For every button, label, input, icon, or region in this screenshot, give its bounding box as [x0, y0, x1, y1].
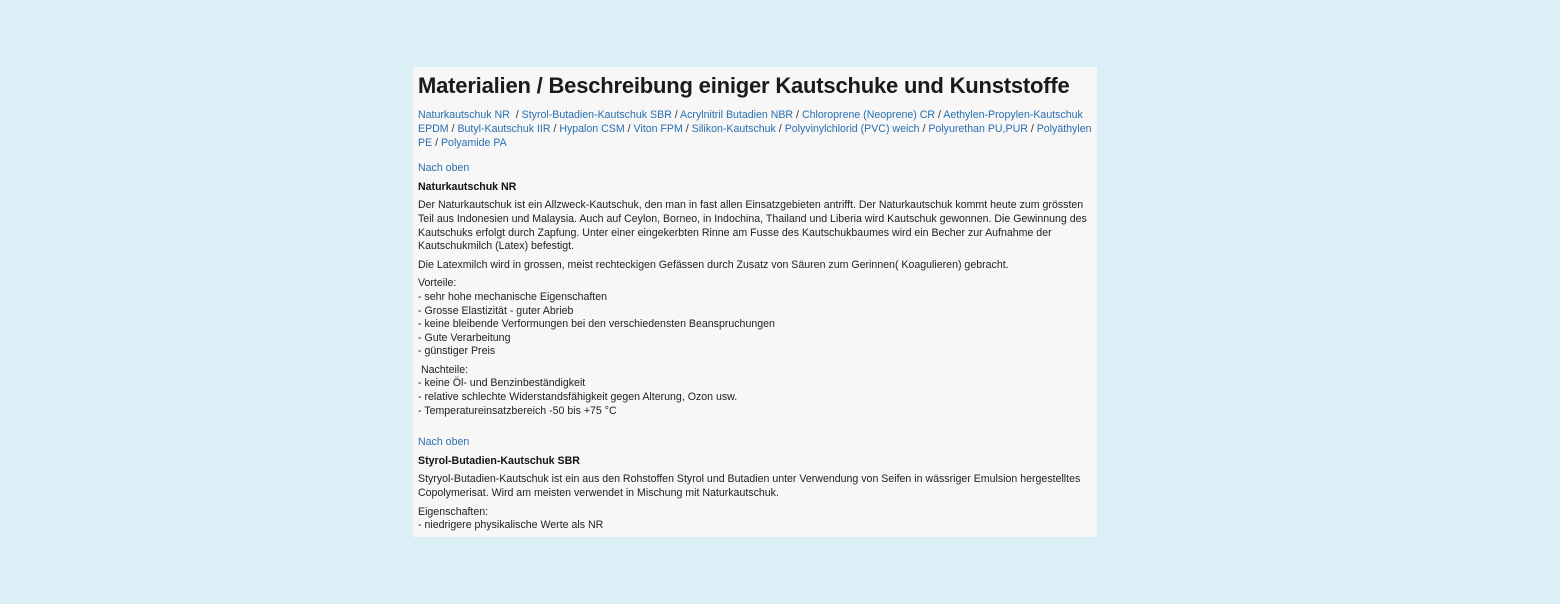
table-of-contents: Naturkautschuk NR / Styrol-Butadien-Kautschuk SBR / Acrylnitril Butadien NBR / Chloroprene (Neoprene) CR / Aethylen-Propylen-Kautschuk EPDM / Butyl-Kautschuk IIR / Hypalon CSM / Viton FPM / Silikon-Kautschuk / Polyvinylchlorid (PVC) weich / Polyurethan PU,PUR / Polyäthylen PE / Polyamide PA — [418, 109, 1092, 149]
toc-link-csm[interactable]: Hypalon CSM — [559, 122, 625, 135]
back-to-top-link[interactable]: Nach oben — [418, 436, 470, 449]
toc-link-epdm[interactable]: Aethylen-Propylen-Kautschuk EPDM — [418, 109, 1083, 135]
section-heading-nr: Naturkautschuk NR — [418, 180, 517, 193]
nr-nachteile-list — [418, 377, 1092, 418]
toc-link-nbr[interactable]: Acrylnitril Butadien NBR — [680, 109, 794, 122]
section-heading-sbr: Styrol-Butadien-Kautschuk SBR — [418, 454, 580, 467]
back-to-top-link[interactable]: Nach oben — [418, 162, 470, 175]
list-item: - Gute Verarbeitung — [418, 331, 511, 344]
content-panel — [413, 67, 1097, 537]
list-item: - keine bleibende Verformungen bei den verschiedensten Beanspruchungen — [418, 318, 775, 331]
nr-nachteile-label: Nachteile: — [418, 363, 469, 376]
list-item: - keine Öl- und Benzinbeständigkeit — [418, 377, 586, 390]
nr-nachteile-block — [418, 364, 1092, 418]
toc-link-silikon[interactable]: Silikon-Kautschuk — [691, 122, 776, 135]
toc-link-sbr[interactable]: Styrol-Butadien-Kautschuk SBR — [521, 109, 672, 122]
list-item: - relative schlechte Widerstandsfähigkeit gegen Alterung, Ozon usw. — [418, 391, 738, 404]
list-item: - günstiger Preis — [418, 345, 496, 358]
toc-link-nr[interactable]: Naturkautschuk NR — [418, 109, 510, 122]
nr-paragraph-2: Die Latexmilch wird in grossen, meist rechteckigen Gefässen durch Zusatz von Säuren zum Gerinnen( Koagulieren) gebracht. — [418, 258, 1009, 271]
sbr-eigenschaften-label: Eigenschaften: — [418, 505, 489, 518]
nr-paragraph-1: Der Naturkautschuk ist ein Allzweck-Kautschuk, den man in fast allen Einsatzgebieten antrifft. Der Naturkautschuk kommt heute zum grössten Teil aus Indonesien und Malaysia. Auch auf Ceylon, Borneo, in Indochina, Thailand und Liberia wird Kautschuk gewonnen. Die Gewinnung des Kautschuks erfolgt durch Zapfung. Unter einer eingekerbten Rinne am Fusse des Kautschukbaumes wird ein Becher zur Aufnahme der Kautschukmilch (Latex) befestigt. — [418, 199, 1087, 253]
sbr-paragraph-1: Styryol-Butadien-Kautschuk ist ein aus den Rohstoffen Styrol und Butadien unter Verwendung von Seifen in wässriger Emulsion hergestelltes Copolymerisat. Wird am meisten verwendet in Mischung mit Naturkautschuk. — [418, 473, 1081, 500]
section-spacer — [418, 423, 1092, 436]
toc-link-cr[interactable]: Chloroprene (Neoprene) CR — [801, 109, 936, 122]
list-item: - Temperatureinsatzbereich -50 bis +75 °C — [418, 404, 617, 417]
page-title: Materialien / Beschreibung einiger Kautschuke und Kunststoffe — [418, 73, 1070, 98]
toc-link-pe[interactable]: Polyäthylen PE — [418, 122, 1092, 149]
toc-link-iir[interactable]: Butyl-Kautschuk IIR — [457, 122, 551, 135]
toc-link-pa[interactable]: Polyamide PA — [440, 136, 507, 149]
nr-vorteile-block — [418, 277, 1092, 359]
list-item: - Grosse Elastizität - guter Abrieb — [418, 304, 574, 317]
toc-link-pvc[interactable]: Polyvinylchlorid (PVC) weich — [784, 122, 920, 135]
sbr-eigenschaften-list — [418, 519, 1092, 533]
list-item: - niedrigere physikalische Werte als NR — [418, 519, 604, 532]
nr-vorteile-label: Vorteile: — [418, 277, 457, 290]
nr-vorteile-list — [418, 291, 1092, 359]
toc-link-fpm[interactable]: Viton FPM — [633, 122, 683, 135]
sbr-eigenschaften-block — [418, 506, 1092, 533]
list-item: - sehr hohe mechanische Eigenschaften — [418, 290, 608, 303]
toc-link-pu[interactable]: Polyurethan PU,PUR — [928, 122, 1028, 135]
